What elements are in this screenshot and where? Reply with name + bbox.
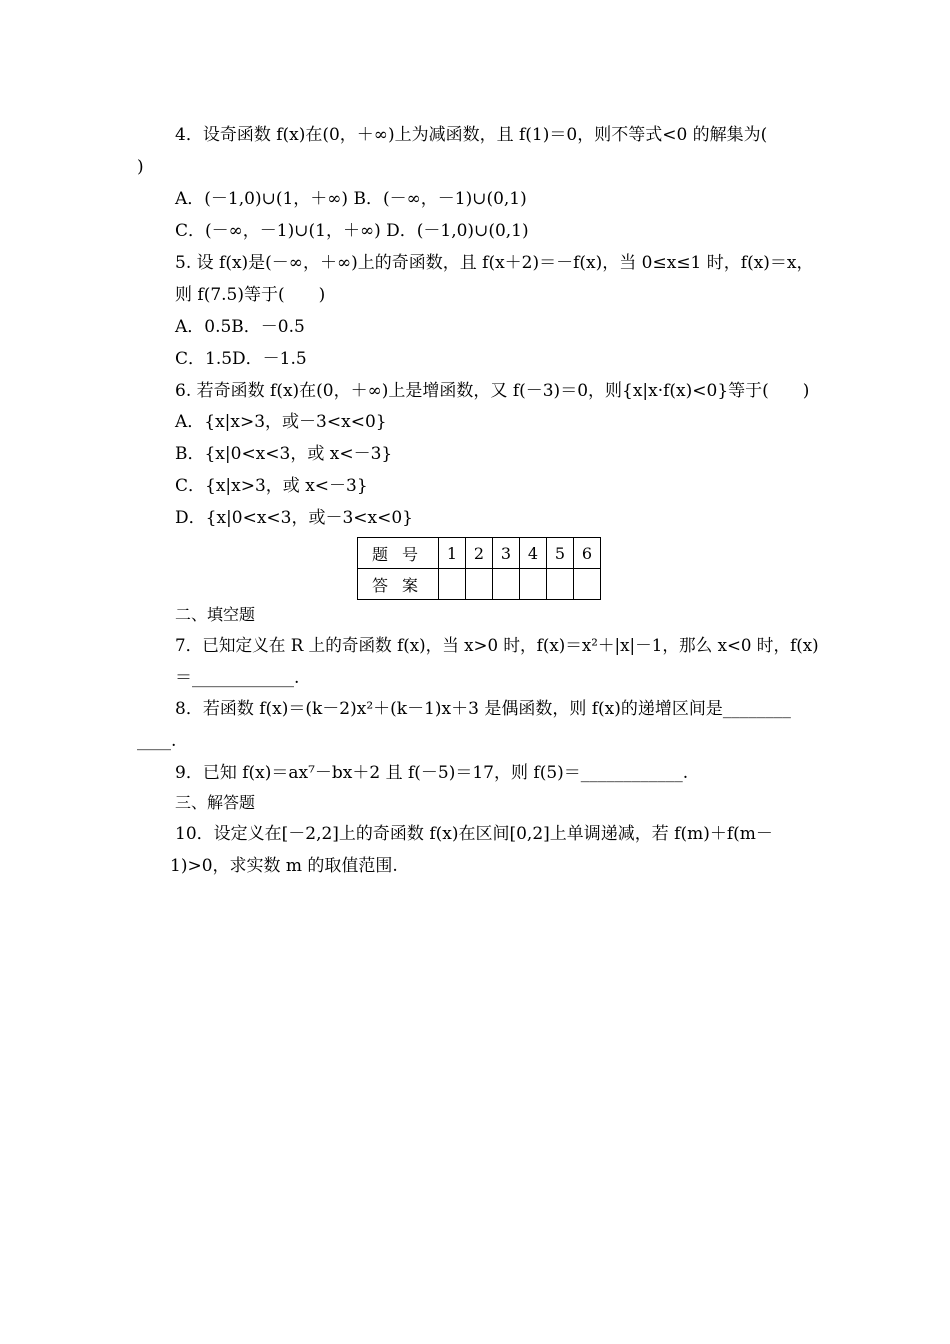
answer-cell[interactable]	[439, 569, 466, 600]
answer-table-number: 5	[547, 538, 574, 569]
answer-table-answer-row	[358, 569, 601, 600]
question-5-stem-cont: 则 f(7.5)等于( )	[175, 285, 326, 305]
question-5-stem: 5. 设 f(x)是(－∞，＋∞)上的奇函数，且 f(x＋2)＝－f(x)，当 0≤x≤1 时，f(x)＝x，	[175, 253, 814, 273]
answer-table-number-label: 题号	[358, 538, 439, 569]
question-7-blank: ＝____________.	[175, 668, 300, 688]
question-4-stem: 4．设奇函数 f(x)在(0，＋∞)上为减函数，且 f(1)＝0，则不等式<0 的解集为(	[175, 125, 768, 145]
question-4-stem-cont: )	[137, 157, 144, 177]
question-6-stem: 6. 若奇函数 f(x)在(0，＋∞)上是增函数，又 f(－3)＝0，则{x|x·f(x)<0}等于( )	[175, 381, 810, 401]
question-7-stem: 7．已知定义在 R 上的奇函数 f(x)，当 x>0 时，f(x)＝x²＋|x|－1，那么 x<0 时，f(x)	[175, 636, 819, 656]
answer-cell[interactable]	[574, 569, 601, 600]
question-5-options-cd: C．1.5D．－1.5	[175, 349, 307, 369]
answer-table-number: 6	[574, 538, 601, 569]
answer-cell[interactable]	[547, 569, 574, 600]
question-6-option-c: C．{x|x>3，或 x<－3}	[175, 476, 368, 496]
question-9: 9．已知 f(x)＝ax⁷－bx＋2 且 f(－5)＝17，则 f(5)＝____________.	[175, 763, 689, 783]
answer-cell[interactable]	[466, 569, 493, 600]
answer-table-number: 4	[520, 538, 547, 569]
question-8-stem: 8．若函数 f(x)＝(k－2)x²＋(k－1)x＋3 是偶函数，则 f(x)的递增区间是________	[175, 699, 791, 719]
question-6-option-b: B．{x|0<x<3，或 x<－3}	[175, 444, 393, 464]
answer-table-answer-label: 答案	[358, 569, 439, 600]
section-heading-answer: 三、解答题	[175, 793, 256, 812]
answer-cell[interactable]	[520, 569, 547, 600]
question-4-options-ab: A．(－1,0)∪(1，＋∞) B．(－∞，－1)∪(0,1)	[175, 189, 527, 209]
answer-table-number-row	[358, 538, 601, 569]
question-10-stem-cont: 1)>0，求实数 m 的取值范围.	[170, 856, 398, 876]
question-8-blank: ____.	[137, 731, 177, 751]
question-4-options-cd: C．(－∞，－1)∪(1，＋∞) D．(－1,0)∪(0,1)	[175, 221, 529, 241]
section-heading-fill-in: 二、填空题	[175, 605, 256, 624]
answer-table-number: 3	[493, 538, 520, 569]
question-6-option-d: D．{x|0<x<3，或－3<x<0}	[175, 508, 413, 528]
question-5-options-ab: A．0.5B．－0.5	[175, 317, 305, 337]
question-6-option-a: A．{x|x>3，或－3<x<0}	[175, 412, 387, 432]
answer-table-number: 1	[439, 538, 466, 569]
question-10-stem: 10．设定义在[－2,2]上的奇函数 f(x)在区间[0,2]上单调递减，若 f(m)＋f(m－	[175, 824, 773, 844]
answer-table-number: 2	[466, 538, 493, 569]
answer-cell[interactable]	[493, 569, 520, 600]
answer-table	[357, 537, 601, 600]
